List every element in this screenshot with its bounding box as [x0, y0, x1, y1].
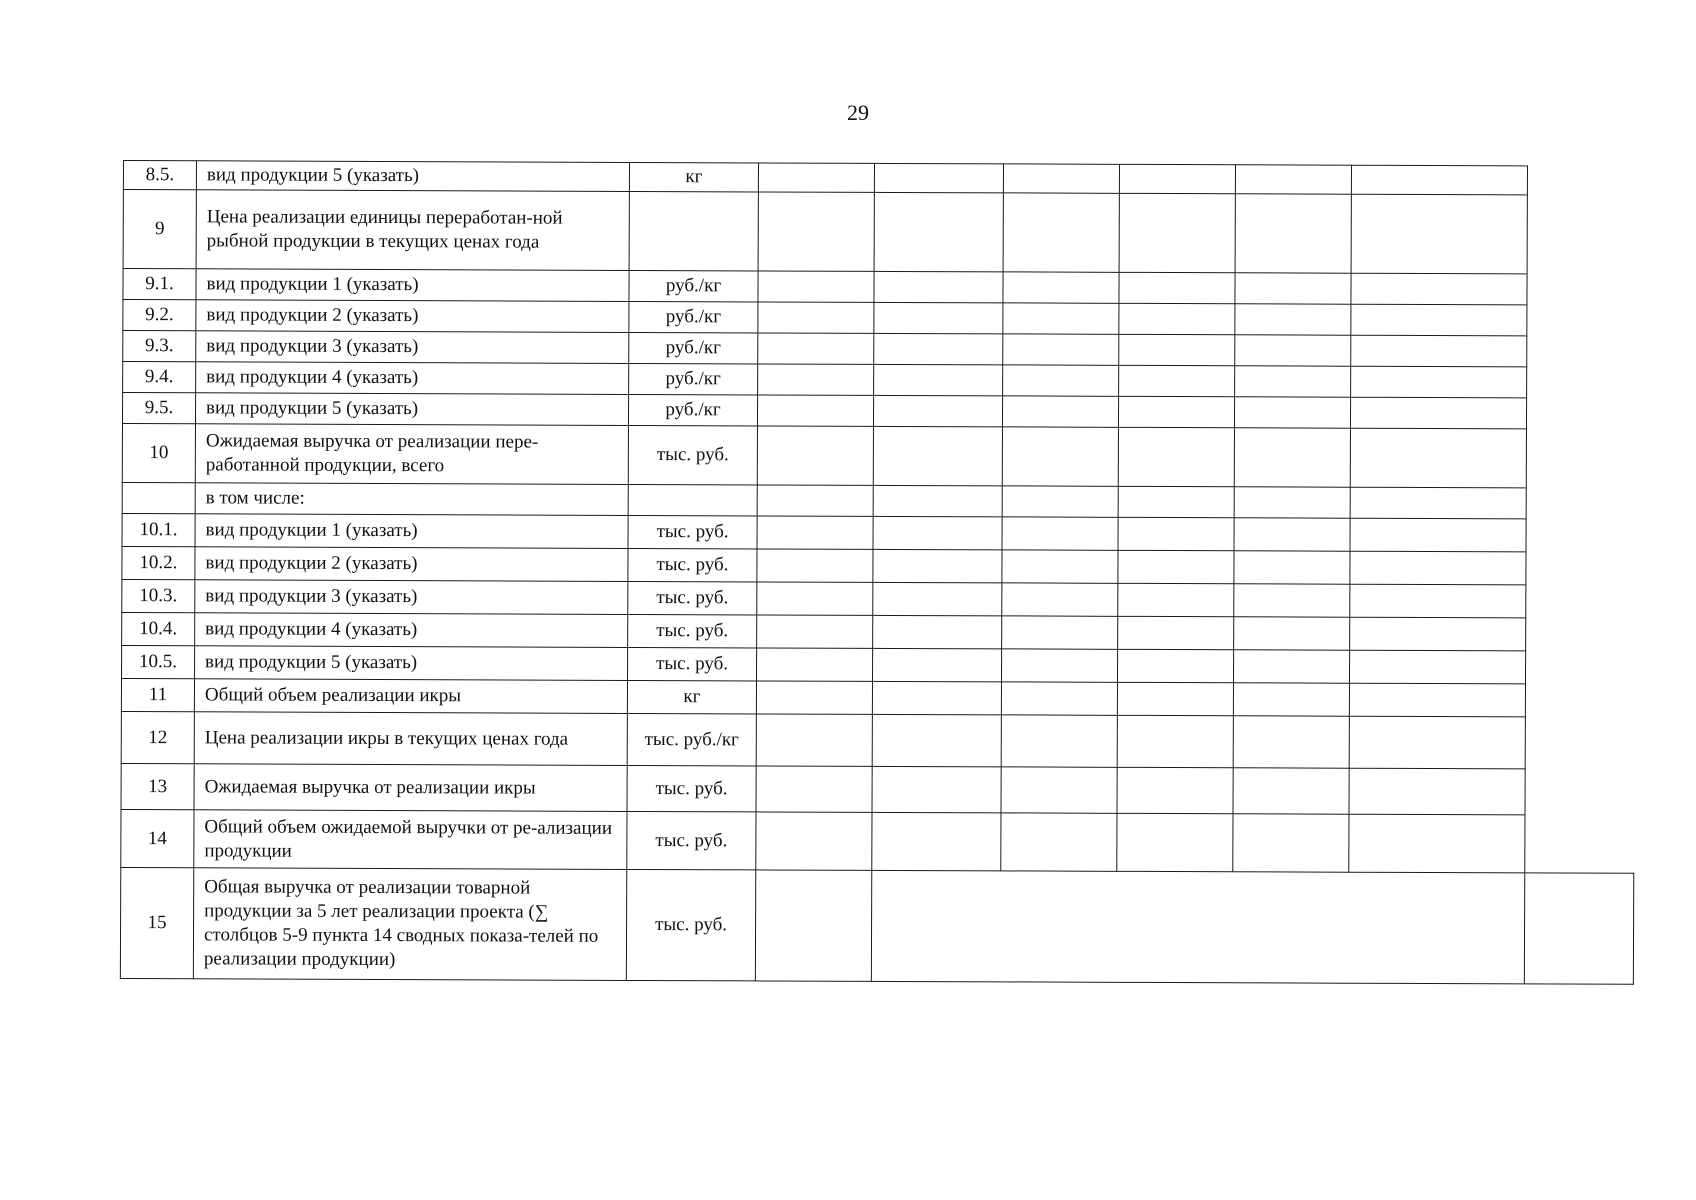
row-number: 9: [123, 190, 196, 269]
value-cell: [1117, 715, 1233, 767]
row-number: 9.5.: [122, 393, 195, 424]
value-cell: [1349, 716, 1525, 769]
value-cell: [758, 333, 874, 364]
value-cell: [756, 681, 872, 714]
value-cell: [756, 812, 872, 870]
value-cell: [1233, 768, 1349, 814]
row-number: [122, 482, 195, 513]
value-cell: [757, 426, 873, 485]
row-description: вид продукции 3 (указать): [195, 580, 628, 615]
row-unit: тыс. руб.: [628, 548, 757, 581]
value-cell: [1002, 550, 1118, 583]
value-cell: [1234, 650, 1350, 683]
value-cell: [1001, 767, 1117, 813]
value-cell: [1234, 428, 1350, 487]
value-cell: [1235, 366, 1351, 397]
row-number: 12: [121, 711, 194, 763]
indicators-table: [120, 160, 1637, 985]
value-cell: [1001, 813, 1117, 871]
row-unit: руб./кг: [628, 394, 757, 425]
value-cell: [758, 163, 874, 192]
page-number: 29: [847, 100, 869, 125]
value-cell: [873, 648, 1002, 681]
value-cell: [1235, 273, 1351, 304]
row-number: 10.5.: [122, 645, 195, 678]
value-cell: [755, 870, 871, 981]
value-cell: [758, 302, 874, 333]
value-cell: [1350, 551, 1526, 585]
value-cell: [1234, 487, 1350, 518]
value-cell: [757, 648, 873, 681]
value-cell: [1524, 873, 1633, 984]
value-cell: [1350, 650, 1526, 684]
value-cell: [1119, 193, 1235, 272]
value-cell: [757, 516, 873, 549]
merged-value-cell: [871, 870, 1524, 984]
value-cell: [874, 163, 1003, 192]
row-description: вид продукции 5 (указать): [195, 393, 628, 426]
value-cell: [1002, 649, 1118, 682]
row-unit: тыс. руб.: [628, 647, 757, 680]
value-cell: [1001, 715, 1117, 767]
value-cell: [1234, 551, 1350, 584]
row-description: вид продукции 5 (указать): [196, 161, 629, 192]
row-unit: тыс. руб.: [628, 515, 757, 548]
value-cell: [1350, 487, 1526, 519]
value-cell: [757, 485, 873, 516]
row-unit: [628, 484, 757, 515]
value-cell: [1118, 486, 1234, 517]
value-cell: [1351, 304, 1527, 336]
value-cell: [1235, 335, 1351, 366]
value-cell: [873, 485, 1002, 516]
table-row: [121, 711, 1634, 769]
value-cell: [1350, 518, 1526, 552]
row-description: вид продукции 1 (указать): [195, 514, 628, 549]
value-cell: [874, 333, 1003, 364]
row-number: 10.2.: [122, 546, 195, 579]
value-cell: [1118, 427, 1234, 486]
value-cell: [758, 192, 874, 271]
value-cell: [1003, 164, 1119, 193]
row-unit: тыс. руб.: [627, 811, 756, 869]
value-cell: [1002, 486, 1118, 517]
row-number: 9.1.: [123, 269, 196, 300]
value-cell: [873, 395, 1002, 426]
value-cell: [872, 766, 1001, 812]
row-description: Цена реализации икры в текущих ценах года: [194, 712, 627, 766]
row-number: 13: [121, 763, 194, 809]
value-cell: [874, 302, 1003, 333]
value-cell: [874, 271, 1003, 302]
row-description: вид продукции 2 (указать): [196, 300, 629, 333]
value-cell: [872, 714, 1001, 766]
value-cell: [1002, 396, 1118, 427]
value-cell: [1234, 518, 1350, 551]
value-cell: [872, 812, 1001, 870]
row-description: в том числе:: [195, 483, 628, 516]
row-unit: тыс. руб.: [627, 765, 756, 811]
row-unit: руб./кг: [629, 270, 758, 301]
value-cell: [1119, 164, 1235, 193]
row-description: вид продукции 4 (указать): [195, 613, 628, 648]
row-unit: тыс. руб.: [628, 425, 757, 484]
value-cell: [1118, 616, 1234, 649]
value-cell: [758, 364, 874, 395]
row-description: Общая выручка от реализации товарной продукции за 5 лет реализации проекта (∑ столбцов 5-9 пункта 14 сводных показа-телей по реализации продукции): [193, 868, 626, 981]
table-row: [121, 763, 1634, 815]
value-cell: [1118, 396, 1234, 427]
row-number: 11: [121, 678, 194, 711]
value-cell: [1119, 272, 1235, 303]
value-cell: [1118, 649, 1234, 682]
row-description: Ожидаемая выручка от реализации икры: [194, 764, 627, 812]
value-cell: [757, 549, 873, 582]
row-number: 9.2.: [123, 300, 196, 331]
value-cell: [872, 681, 1001, 714]
row-number: 8.5.: [123, 161, 196, 190]
row-number: 14: [121, 809, 194, 867]
value-cell: [758, 271, 874, 302]
table-row: [120, 867, 1633, 984]
table-row: [121, 809, 1634, 873]
value-cell: [1349, 814, 1525, 873]
row-description: вид продукции 3 (указать): [196, 331, 629, 364]
row-number: 10: [122, 423, 195, 482]
value-cell: [1002, 427, 1118, 486]
value-cell: [1351, 165, 1527, 195]
value-cell: [1350, 584, 1526, 618]
value-cell: [1003, 272, 1119, 303]
value-cell: [1234, 584, 1350, 617]
value-cell: [756, 766, 872, 812]
row-description: вид продукции 5 (указать): [195, 646, 628, 681]
row-description: Общий объем ожидаемой выручки от ре-ализации продукции: [194, 810, 627, 870]
value-cell: [757, 615, 873, 648]
value-cell: [1119, 334, 1235, 365]
value-cell: [1351, 194, 1527, 274]
row-description: Общий объем реализации икры: [194, 679, 627, 714]
value-cell: [1351, 335, 1527, 367]
value-cell: [1349, 768, 1525, 815]
value-cell: [1350, 397, 1526, 429]
row-unit: кг: [629, 162, 758, 191]
row-number: 10.3.: [122, 579, 195, 612]
value-cell: [1233, 814, 1349, 872]
row-number: 15: [120, 867, 193, 978]
value-cell: [1003, 303, 1119, 334]
value-cell: [1117, 682, 1233, 715]
value-cell: [1002, 583, 1118, 616]
value-cell: [1233, 683, 1349, 716]
value-cell: [1351, 366, 1527, 398]
value-cell: [1117, 813, 1233, 871]
value-cell: [1119, 365, 1235, 396]
row-number: 9.4.: [123, 362, 196, 393]
value-cell: [873, 615, 1002, 648]
row-description: Ожидаемая выручка от реализации пере-работанной продукции, всего: [195, 424, 628, 485]
table-row: [122, 423, 1635, 488]
value-cell: [1118, 550, 1234, 583]
row-number: 10.1.: [122, 513, 195, 546]
row-unit: [629, 191, 758, 270]
value-cell: [1349, 683, 1525, 717]
value-cell: [757, 395, 873, 426]
row-description: вид продукции 2 (указать): [195, 547, 628, 582]
value-cell: [1235, 194, 1351, 273]
value-cell: [1233, 716, 1349, 768]
value-cell: [1118, 517, 1234, 550]
value-cell: [1001, 682, 1117, 715]
value-cell: [1002, 616, 1118, 649]
value-cell: [757, 582, 873, 615]
row-description: вид продукции 1 (указать): [196, 269, 629, 302]
row-unit: тыс. руб.: [628, 614, 757, 647]
row-number: 10.4.: [122, 612, 195, 645]
row-unit: руб./кг: [629, 301, 758, 332]
value-cell: [1003, 193, 1119, 272]
value-cell: [1234, 617, 1350, 650]
row-unit: кг: [627, 680, 756, 713]
value-cell: [873, 582, 1002, 615]
value-cell: [874, 192, 1003, 271]
value-cell: [1003, 334, 1119, 365]
value-cell: [1351, 273, 1527, 305]
value-cell: [874, 364, 1003, 395]
row-unit: руб./кг: [629, 363, 758, 394]
value-cell: [873, 426, 1002, 485]
table-row: [123, 190, 1636, 275]
value-cell: [873, 516, 1002, 549]
row-unit: тыс. руб.: [626, 869, 755, 980]
row-description: вид продукции 4 (указать): [196, 362, 629, 395]
value-cell: [1234, 397, 1350, 428]
value-cell: [1350, 428, 1526, 488]
value-cell: [1117, 767, 1233, 813]
row-number: 9.3.: [123, 331, 196, 362]
row-unit: руб./кг: [629, 332, 758, 363]
value-cell: [1118, 583, 1234, 616]
value-cell: [1119, 303, 1235, 334]
row-unit: тыс. руб.: [628, 581, 757, 614]
row-unit: тыс. руб./кг: [627, 713, 756, 765]
row-description: Цена реализации единицы переработан-ной рыбной продукции в текущих ценах года: [196, 190, 629, 271]
value-cell: [873, 549, 1002, 582]
value-cell: [1002, 517, 1118, 550]
value-cell: [756, 714, 872, 766]
value-cell: [1235, 165, 1351, 194]
value-cell: [1235, 304, 1351, 335]
value-cell: [1003, 365, 1119, 396]
value-cell: [1350, 617, 1526, 651]
